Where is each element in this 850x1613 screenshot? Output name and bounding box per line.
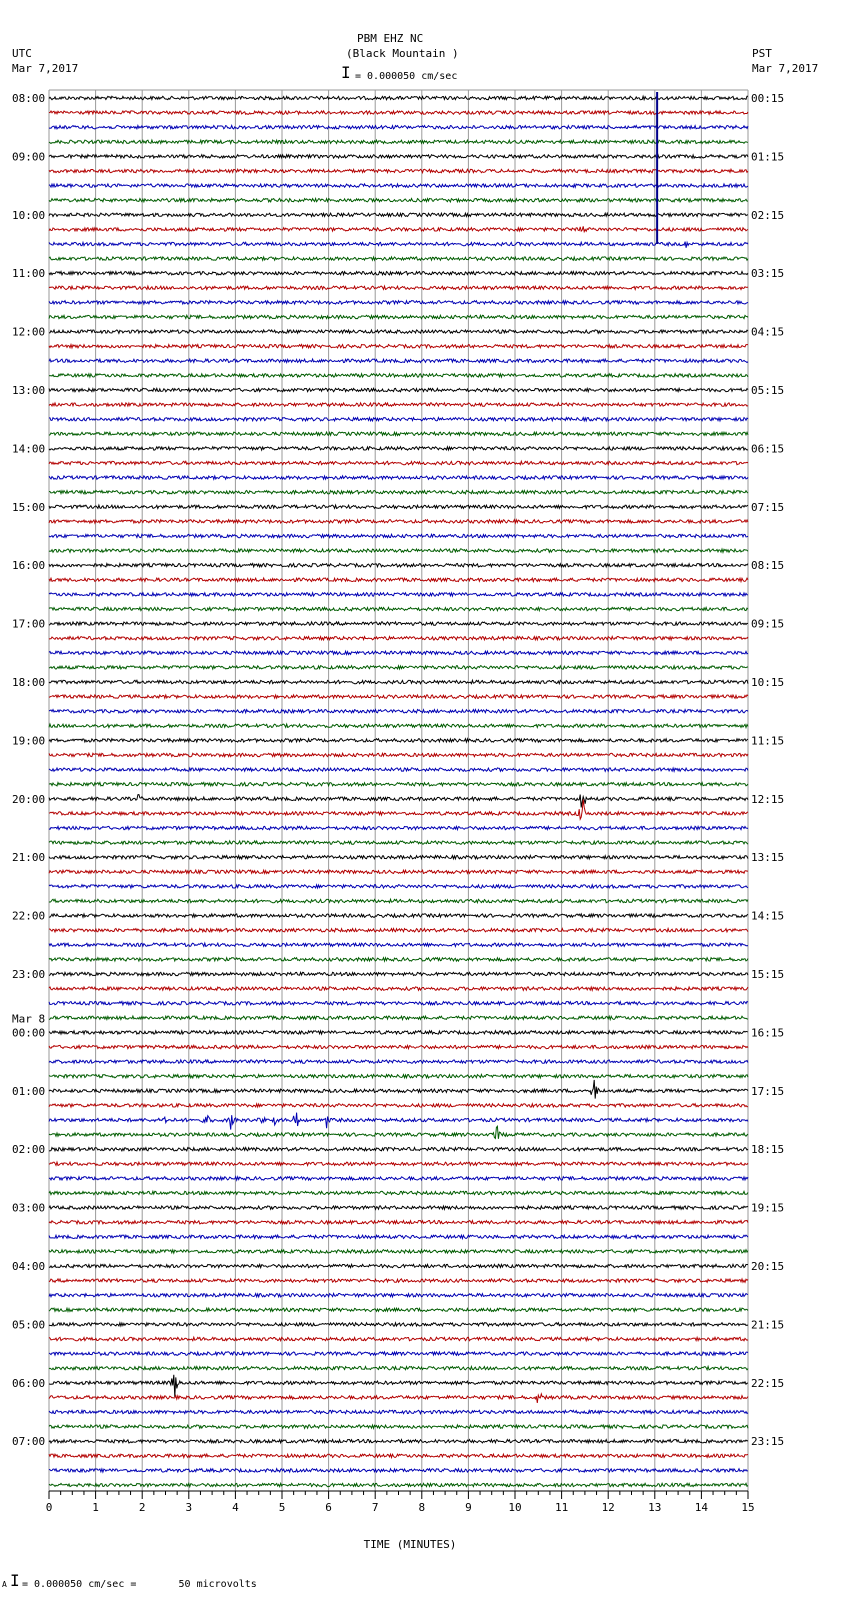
seismic-trace (49, 795, 748, 808)
pst-hour-label: 00:15 (751, 92, 785, 105)
seismic-trace (49, 1075, 748, 1078)
pst-hour-label: 10:15 (751, 676, 785, 689)
utc-hour-label: 21:00 (12, 851, 46, 865)
seismic-trace (49, 96, 748, 99)
seismic-trace (49, 1279, 748, 1282)
seismic-trace (49, 680, 748, 683)
pst-hour-label: 02:15 (751, 208, 785, 222)
seismic-trace (49, 1191, 748, 1194)
seismic-trace (49, 870, 748, 873)
pst-hour-label: 21:15 (751, 1318, 785, 1332)
seismic-trace (49, 1162, 748, 1165)
utc-hour-label: 17:00 (12, 617, 46, 631)
pst-hour-label: 06:15 (751, 442, 785, 456)
seismic-trace (49, 1060, 748, 1063)
utc-hour-labels (12, 92, 45, 1448)
seismic-trace (49, 899, 748, 902)
seismic-trace (49, 169, 748, 172)
pst-hour-label: 14:15 (751, 909, 785, 923)
right-date: Mar 7,2017 (752, 62, 819, 75)
pst-hour-label: 13:15 (751, 851, 785, 865)
utc-hour-label: 00:00 (12, 1026, 46, 1040)
seismic-trace (49, 710, 748, 713)
seismic-trace (49, 388, 748, 391)
seismic-trace (49, 505, 748, 508)
seismic-trace (49, 1425, 748, 1428)
seismic-trace (49, 914, 748, 917)
utc-hour-label: 04:00 (12, 1260, 46, 1273)
seismic-trace (49, 929, 748, 932)
station-name: (Black Mountain ) (346, 47, 459, 60)
x-tick-label: 10 (508, 1501, 522, 1514)
utc-hour-label: 11:00 (12, 267, 46, 281)
seismic-trace (49, 1235, 748, 1238)
seismic-trace (49, 1337, 748, 1340)
pst-hour-label: 16:15 (751, 1026, 785, 1040)
seismic-trace (49, 885, 748, 888)
scale-bar-icon: I (341, 63, 351, 82)
x-tick-label: 4 (232, 1501, 239, 1514)
pst-hour-labels (751, 92, 784, 1448)
seismic-trace (49, 1104, 748, 1107)
x-tick-label: 5 (278, 1501, 286, 1514)
x-axis-label: TIME (MINUTES) (363, 1538, 457, 1551)
utc-hour-label: 19:00 (12, 734, 46, 748)
seismic-trace (49, 987, 748, 990)
x-tick-label: 0 (45, 1501, 53, 1514)
seismic-trace (49, 461, 748, 464)
seismic-trace (49, 1113, 748, 1130)
x-axis (46, 1491, 755, 1551)
utc-hour-label: 10:00 (12, 208, 46, 222)
utc-date-label: Mar 8 (12, 1012, 46, 1026)
seismic-trace (49, 651, 748, 654)
x-tick-label: 6 (325, 1501, 332, 1514)
seismic-trace (49, 491, 748, 494)
station-code: PBM EHZ NC (357, 32, 424, 45)
seismic-trace (49, 549, 748, 552)
pst-hour-label: 08:15 (751, 559, 785, 573)
pst-hour-label: 01:15 (751, 150, 785, 164)
scale-text: = 0.000050 cm/sec (355, 71, 458, 82)
footer-prefix: A (2, 1580, 7, 1589)
pst-hour-label: 19:15 (751, 1201, 785, 1215)
utc-hour-label: 12:00 (12, 325, 46, 339)
utc-hour-label: 05:00 (12, 1318, 46, 1332)
x-tick-label: 9 (465, 1501, 472, 1514)
seismic-trace (49, 1410, 748, 1413)
seismic-trace (49, 315, 748, 318)
seismic-trace (49, 1126, 748, 1139)
utc-hour-label: 22:00 (12, 909, 46, 923)
seismic-trace (49, 520, 748, 523)
seismic-trace (49, 1375, 748, 1397)
utc-hour-label: 15:00 (12, 500, 46, 514)
seismic-trace (49, 1294, 748, 1297)
seismic-trace (49, 695, 748, 698)
seismic-trace (49, 301, 748, 304)
seismic-trace (49, 1221, 748, 1224)
x-tick-label: 8 (418, 1501, 426, 1514)
seismic-trace (49, 841, 748, 844)
seismic-trace (49, 447, 748, 450)
seismic-trace (49, 1016, 748, 1019)
seismic-trace (49, 826, 748, 829)
seismic-trace (49, 666, 748, 669)
x-tick-label: 3 (185, 1501, 193, 1514)
seismic-trace (49, 578, 748, 581)
footer-scale-note: = 0.000050 cm/sec = 50 microvolts (22, 1579, 257, 1590)
seismic-trace (49, 199, 748, 202)
seismic-trace (49, 1177, 748, 1180)
seismic-trace (49, 257, 748, 260)
seismic-trace (49, 768, 748, 771)
seismic-trace (49, 622, 748, 625)
x-tick-label: 12 (601, 1501, 615, 1514)
seismic-trace (49, 1031, 748, 1034)
seismic-trace (49, 155, 748, 158)
seismic-trace (49, 943, 748, 946)
seismic-trace (49, 783, 748, 786)
pst-hour-label: 22:15 (751, 1376, 785, 1390)
utc-hour-label: 08:00 (12, 92, 46, 105)
pst-hour-label: 05:15 (751, 384, 785, 397)
seismic-trace (49, 1394, 748, 1403)
seismic-trace (49, 1002, 748, 1005)
seismic-trace (49, 1308, 748, 1311)
utc-hour-label: 23:00 (12, 968, 46, 981)
footer-scale-bar-icon: I (10, 1571, 20, 1590)
pst-hour-label: 04:15 (751, 325, 785, 339)
seismic-trace (49, 140, 748, 143)
seismic-trace (49, 213, 748, 216)
seismic-trace (49, 1440, 748, 1443)
x-tick-label: 7 (371, 1501, 379, 1514)
seismic-trace (49, 242, 748, 248)
seismic-trace (49, 739, 748, 742)
utc-hour-label: 09:00 (12, 150, 46, 164)
pst-hour-label: 09:15 (751, 617, 785, 631)
seismic-trace (49, 330, 748, 333)
pst-hour-label: 03:15 (751, 267, 785, 281)
seismic-trace (49, 432, 748, 435)
utc-hour-label: 06:00 (12, 1376, 46, 1390)
right-timezone: PST (752, 47, 772, 60)
seismic-trace (49, 126, 748, 129)
pst-hour-label: 15:15 (751, 968, 785, 981)
seismic-trace (49, 1469, 748, 1472)
left-date: Mar 7,2017 (12, 62, 79, 75)
seismic-trace (49, 607, 748, 610)
seismic-trace (49, 359, 748, 362)
seismic-trace (49, 534, 748, 537)
seismic-trace (49, 593, 748, 596)
seismic-trace (49, 1080, 748, 1099)
seismic-trace (49, 1250, 748, 1253)
x-tick-label: 11 (554, 1501, 569, 1514)
seismic-trace (49, 1367, 748, 1370)
seismic-trace (49, 1454, 748, 1457)
seismic-trace (49, 1483, 748, 1486)
x-tick-label: 15 (741, 1501, 755, 1514)
utc-hour-label: 18:00 (12, 676, 46, 689)
utc-hour-label: 20:00 (12, 792, 46, 806)
seismic-trace (49, 184, 748, 187)
seismic-trace (49, 374, 748, 377)
traces (49, 92, 748, 1487)
x-tick-label: 1 (92, 1501, 99, 1514)
seismic-trace (49, 800, 748, 820)
seismic-trace (49, 1148, 748, 1151)
seismic-trace (49, 272, 748, 275)
seismic-trace (49, 1323, 748, 1326)
pst-hour-label: 12:15 (751, 792, 785, 806)
seismic-trace (49, 418, 748, 421)
seismic-trace (49, 345, 748, 348)
seismic-trace (49, 226, 748, 231)
seismic-trace (49, 564, 748, 567)
seismic-trace (49, 753, 748, 756)
x-tick-label: 14 (694, 1501, 709, 1514)
left-timezone: UTC (12, 47, 32, 60)
seismic-trace (49, 637, 748, 640)
seismic-trace (49, 1206, 748, 1209)
seismic-trace (49, 286, 748, 289)
pst-hour-label: 07:15 (751, 500, 785, 514)
utc-hour-label: 03:00 (12, 1201, 46, 1215)
seismic-trace (49, 1352, 748, 1355)
seismic-trace (49, 403, 748, 406)
utc-hour-label: 07:00 (12, 1435, 46, 1449)
seismic-trace (49, 958, 748, 961)
x-tick-label: 2 (138, 1501, 146, 1514)
seismic-trace (49, 856, 748, 859)
seismic-trace (49, 1264, 748, 1267)
utc-hour-label: 16:00 (12, 559, 46, 573)
pst-hour-label: 18:15 (751, 1143, 785, 1157)
pst-hour-label: 20:15 (751, 1260, 785, 1273)
pst-hour-label: 23:15 (751, 1435, 785, 1449)
utc-hour-label: 02:00 (12, 1143, 46, 1157)
utc-hour-label: 14:00 (12, 442, 46, 456)
utc-hour-label: 13:00 (12, 384, 46, 397)
seismic-trace (49, 724, 748, 727)
seismic-trace (49, 111, 748, 114)
x-tick-label: 13 (648, 1501, 662, 1514)
seismic-trace (49, 1045, 748, 1048)
pst-hour-label: 17:15 (751, 1084, 785, 1098)
seismic-trace (49, 972, 748, 975)
pst-hour-label: 11:15 (751, 734, 785, 748)
seismic-trace (49, 476, 748, 479)
utc-hour-label: 01:00 (12, 1084, 46, 1098)
